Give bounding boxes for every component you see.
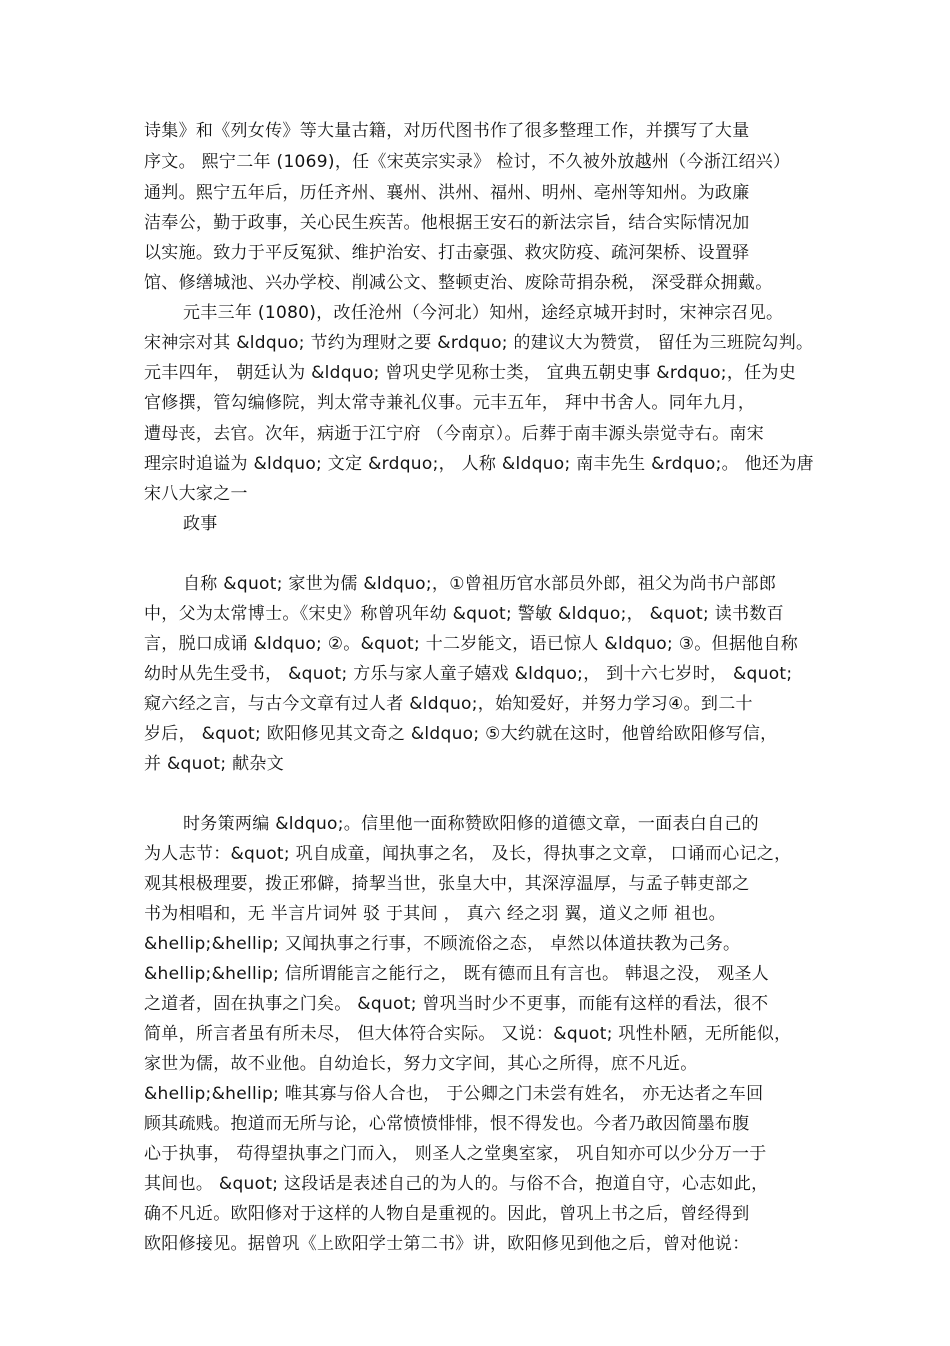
text-line: 心于执事， 苟得望执事之门而入， 则圣人之堂奥室家， 巩自知亦可以少分万一于	[144, 1144, 767, 1164]
text-line: 以实施。致力于平反冤狱、维护治安、打击豪强、救灾防疫、疏河架桥、设置驿	[144, 243, 750, 263]
text-line: 岁后， &quot; 欧阳修见其文奇之 &ldquo; ⑤大约就在这时，他曾给欧阳修写信，	[144, 724, 778, 744]
text-line: 窥六经之言，与古今文章有过人者 &ldquo;，始知爱好，并努力学习④。到二十	[144, 694, 753, 714]
section-heading: 政事	[183, 514, 218, 534]
text-line: 中，父为太常博士。《宋史》称曾巩年幼 &quot; 警敏 &ldquo;， &quot; 读书数百	[144, 604, 784, 624]
text-line: 序文。 熙宁二年 (1069)，任《宋英宗实录》 检讨，不久被外放越州（今浙江绍兴）	[144, 152, 791, 172]
text-line: 洁奉公，勤于政事，关心民生疾苦。他根据王安石的新法宗旨，结合实际情况加	[144, 213, 750, 233]
text-line: 为人志节：&quot; 巩自成童，闻执事之名， 及长，得执事之文章， 口诵而心记之，	[144, 844, 792, 864]
text-line: 自称 &quot; 家世为儒 &ldquo;，①曾祖历官水部员外郎，祖父为尚书户部郎	[183, 574, 777, 594]
text-line: 言，脱口成诵 &ldquo; ②。&quot; 十二岁能文，语已惊人 &ldquo; ③。但据他自称	[144, 634, 799, 654]
text-line: 时务策两编 &ldquo;。信里他一面称赞欧阳修的道德文章，一面表白自己的	[183, 814, 759, 834]
text-line: 之道者，固在执事之门矣。 &quot; 曾巩当时少不更事，而能有这样的看法，很不	[144, 994, 769, 1014]
text-line: 通判。熙宁五年后，历任齐州、襄州、洪州、福州、明州、亳州等知州。为政廉	[144, 183, 750, 203]
text-line: 简单，所言者虽有所未尽， 但大体符合实际。 又说：&quot; 巩性朴陋，无所能似，	[144, 1024, 792, 1044]
text-line: 确不凡近。欧阳修对于这样的人物自是重视的。因此，曾巩上书之后，曾经得到	[144, 1204, 750, 1224]
text-line: &hellip;&hellip; 信所谓能言之能行之， 既有德而且有言也。 韩退之没， 观圣人	[144, 964, 770, 984]
text-line: 元丰四年， 朝廷认为 &ldquo; 曾巩史学见称士类， 宜典五朝史事 &rdquo;，任为史	[144, 363, 797, 383]
text-line: &hellip;&hellip; 唯其寡与俗人合也， 于公卿之门未尝有姓名， 亦无达者之车回	[144, 1084, 764, 1104]
text-line: 家世为儒，故不业他。自幼迨长，努力文字间，其心之所得，庶不凡近。	[144, 1054, 698, 1074]
text-line: 顾其疏贱。抱道而无所与论，心常愤愤悱悱，恨不得发也。今者乃敢因简墨布腹	[144, 1114, 750, 1134]
text-line: 元丰三年 (1080)，改任沧州（今河北）知州，途经京城开封时，宋神宗召见。	[183, 303, 784, 323]
text-line: 并 &quot; 献杂文	[144, 754, 285, 774]
text-line: 观其根极理要，拨正邪僻，掎挈当世，张皇大中，其深淳温厚，与孟子韩吏部之	[144, 874, 750, 894]
text-line: 官修撰，管勾编修院，判太常寺兼礼仪事。元丰五年， 拜中书舍人。同年九月，	[144, 393, 756, 413]
text-line: 书为相唱和，无 半言片词舛 驳 于其间 ， 真六 经之羽 翼，道义之师 祖也。	[144, 904, 726, 924]
text-line: 幼时从先生受书， &quot; 方乐与家人童子嬉戏 &ldquo;， 到十六七岁时， &quot;	[144, 664, 793, 684]
text-line: 馆、修缮城池、兴办学校、削减公文、整顿吏治、废除苛捐杂税， 深受群众拥戴。	[144, 273, 773, 293]
text-line: 遭母丧，去官。次年，病逝于江宁府 （今南京）。后葬于南丰源头崇觉寺右。南宋	[144, 424, 765, 444]
text-line: &hellip;&hellip; 又闻执事之行事，不顾流俗之态， 卓然以体道扶教为己务。	[144, 934, 741, 954]
text-line: 诗集》和《列女传》等大量古籍，对历代图书作了很多整理工作，并撰写了大量	[144, 121, 750, 141]
text-line: 理宗时追谥为 &ldquo; 文定 &rdquo;， 人称 &ldquo; 南丰先生 &rdquo;。 他还为唐	[144, 454, 814, 474]
text-line: 宋神宗对其 &ldquo; 节约为理财之要 &rdquo; 的建议大为赞赏， 留任为三班院勾判。	[144, 333, 814, 353]
text-line: 宋八大家之一	[144, 484, 248, 504]
text-line: 其间也。 &quot; 这段话是表述自己的为人的。与俗不合，抱道自守，心志如此，	[144, 1174, 769, 1194]
text-line: 欧阳修接见。据曾巩《上欧阳学士第二书》讲，欧阳修见到他之后，曾对他说：	[144, 1234, 750, 1254]
